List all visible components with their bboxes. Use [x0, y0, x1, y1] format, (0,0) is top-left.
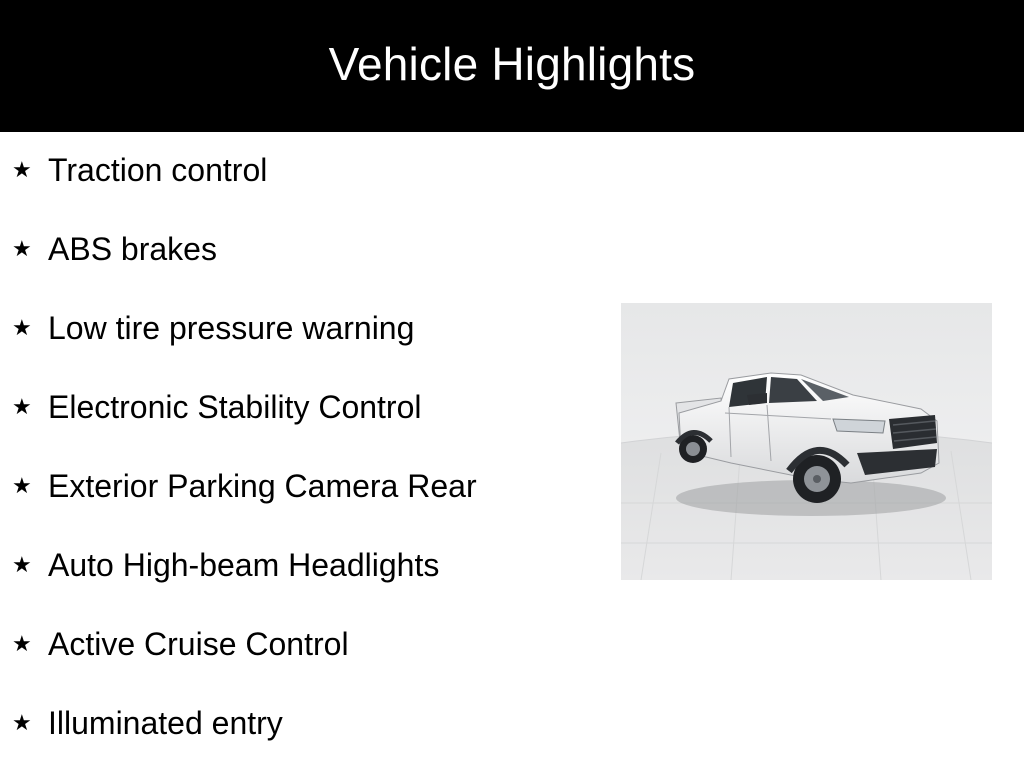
vehicle-photo	[621, 303, 992, 580]
list-item	[12, 150, 602, 229]
star-icon: ★	[12, 473, 32, 498]
highlight-label: Traction control	[48, 152, 268, 188]
highlight-label: Exterior Parking Camera Rear	[48, 468, 477, 504]
list-item	[12, 624, 602, 703]
highlight-label: Auto High-beam Headlights	[48, 547, 440, 583]
highlight-label: Low tire pressure warning	[48, 310, 415, 346]
list-item	[12, 703, 602, 768]
list-item	[12, 466, 602, 545]
list-item	[12, 545, 602, 624]
star-icon: ★	[12, 394, 32, 419]
list-item	[12, 229, 602, 308]
page-title: Vehicle Highlights	[328, 38, 696, 90]
highlight-label: Active Cruise Control	[48, 626, 349, 662]
highlights-list	[12, 150, 602, 768]
star-icon: ★	[12, 157, 32, 182]
highlight-label: Illuminated entry	[48, 705, 283, 741]
star-icon: ★	[12, 315, 32, 340]
list-item	[12, 308, 602, 387]
star-icon: ★	[12, 552, 32, 577]
star-icon: ★	[12, 631, 32, 656]
highlight-label: Electronic Stability Control	[48, 389, 422, 425]
list-item	[12, 387, 602, 466]
star-icon: ★	[12, 236, 32, 261]
highlight-label: ABS brakes	[48, 231, 217, 267]
star-icon: ★	[12, 710, 32, 735]
header-bar	[0, 0, 1024, 132]
